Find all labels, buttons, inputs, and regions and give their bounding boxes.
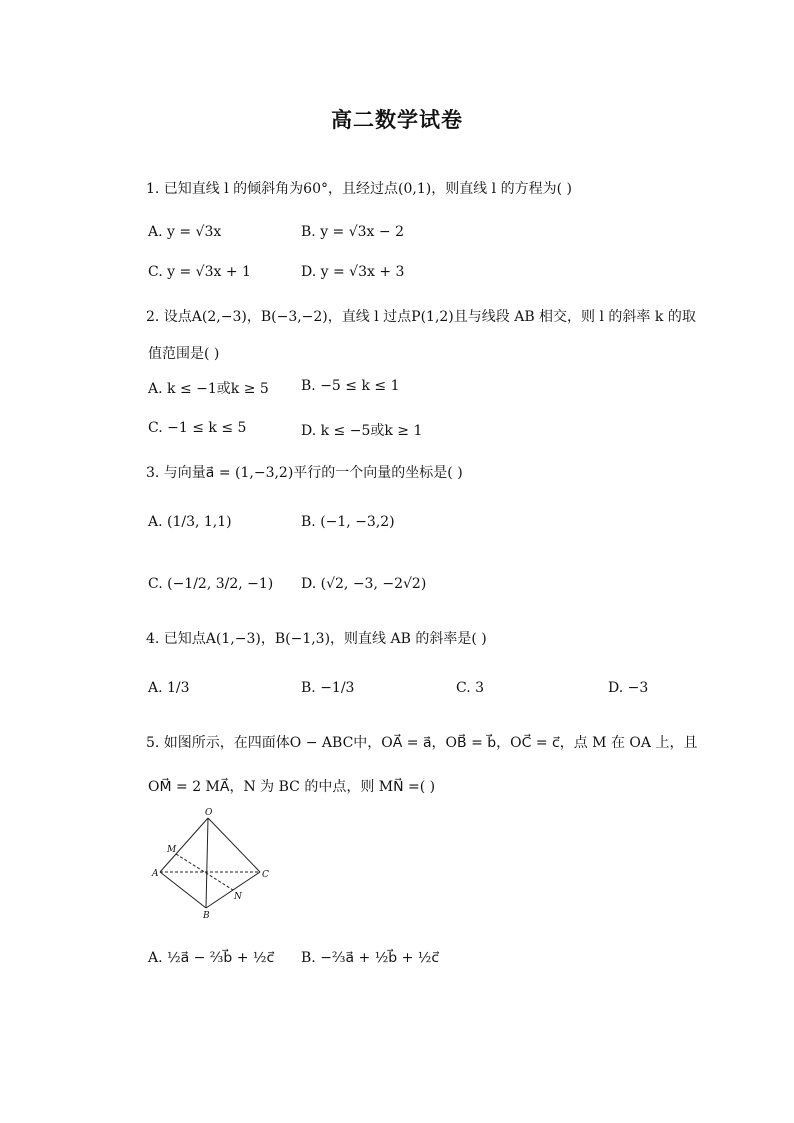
q5-option-a: A. ½a⃗ − ⅔b⃗ + ½c⃗ (148, 950, 275, 966)
label-c: C (262, 870, 269, 880)
q3-option-a: A. (1/3, 1,1) (148, 514, 232, 530)
label-b: B (203, 911, 210, 921)
q1-stem: 1. 已知直线 l 的倾斜角为60°，且经过点(0,1)，则直线 l 的方程为( ) (146, 181, 572, 197)
q2-option-b: B. −5 ≤ k ≤ 1 (301, 378, 400, 394)
label-o: O (205, 808, 213, 818)
q1-option-c: C. y = √3x + 1 (148, 264, 251, 280)
q4-option-b: B. −1/3 (301, 680, 355, 696)
q3-option-b: B. (−1, −3,2) (301, 514, 395, 530)
q5-stem-line2: OM⃗ = 2 MA⃗，N 为 BC 的中点，则 MN⃗ =( ) (148, 779, 436, 795)
q3-option-d: D. (√2, −3, −2√2) (301, 576, 427, 592)
label-m: M (167, 845, 177, 855)
q1-option-a: A. y = √3x (148, 224, 222, 240)
edge-oc (208, 818, 260, 872)
q2-option-a: A. k ≤ −1或k ≥ 5 (148, 381, 269, 397)
q4-option-a: A. 1/3 (148, 680, 190, 696)
q2-stem-line1: 2. 设点A(2,−3)，B(−3,−2)，直线 l 过点P(1,2)且与线段 AB 相交，则 l 的斜率 k 的取 (146, 309, 696, 325)
q2-option-c: C. −1 ≤ k ≤ 5 (148, 420, 247, 436)
q4-stem: 4. 已知点A(1,−3)，B(−1,3)，则直线 AB 的斜率是( ) (146, 631, 487, 647)
label-a: A (152, 869, 159, 879)
q5-option-b: B. −⅔a⃗ + ½b⃗ + ½c⃗ (301, 950, 440, 966)
segment-mn (176, 854, 233, 890)
q3-option-c: C. (−1/2, 3/2, −1) (148, 576, 274, 592)
edge-ab (160, 872, 206, 908)
label-n: N (234, 892, 242, 902)
q5-stem-line1: 5. 如图所示，在四面体O − ABC中，OA⃗ = a⃗，OB⃗ = b⃗，OC⃗ = c⃗，点 M 在 OA 上，且 (146, 735, 698, 751)
q3-stem: 3. 与向量a⃗ = (1,−3,2)平行的一个向量的坐标是( ) (146, 465, 463, 481)
q1-option-b: B. y = √3x − 2 (301, 224, 404, 240)
q4-option-d: D. −3 (608, 680, 649, 696)
q4-option-c: C. 3 (456, 680, 485, 696)
q2-option-d: D. k ≤ −5或k ≥ 1 (301, 423, 423, 439)
q2-stem-line2: 值范围是( ) (148, 346, 220, 362)
q1-option-d: D. y = √3x + 3 (301, 264, 405, 280)
edge-ob (206, 818, 208, 908)
tetrahedron-figure (150, 806, 280, 926)
page-title: 高二数学试卷 (331, 107, 463, 132)
